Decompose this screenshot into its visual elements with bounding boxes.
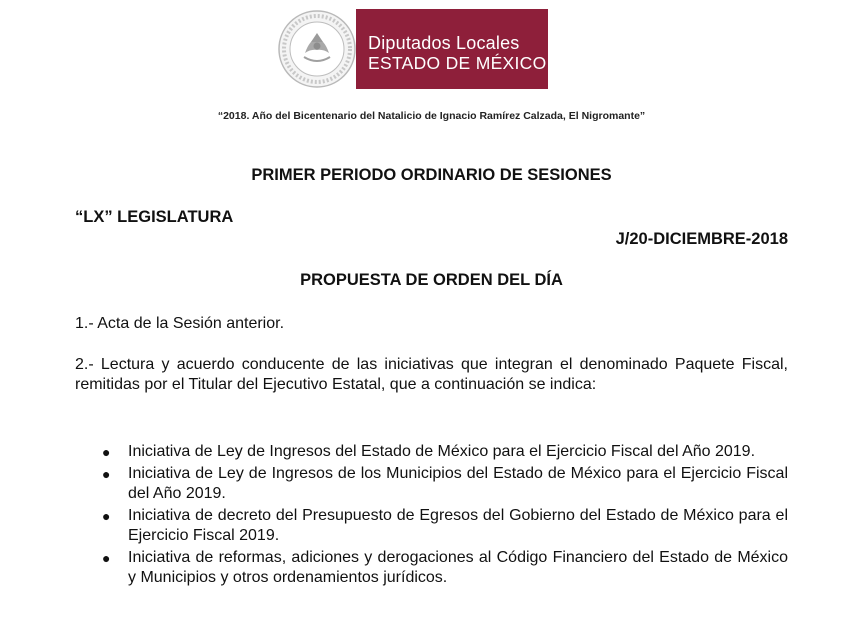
list-item-text: Iniciativa de Ley de Ingresos de los Municipios del Estado de México para el Ejercicio Fiscal del Año 2019.: [128, 465, 788, 502]
agenda-title: PROPUESTA DE ORDEN DEL DÍA: [300, 271, 563, 289]
logo-subtitle: ESTADO DE MÉXICO: [368, 53, 547, 73]
agenda-item-1: 1.- Acta de la Sesión anterior.: [75, 315, 285, 332]
legislature-label: “LX” LEGISLATURA: [75, 208, 234, 226]
session-date: J/20-DICIEMBRE-2018: [615, 230, 788, 248]
bullet-icon: ●: [102, 444, 111, 460]
list-item-text: Iniciativa de Ley de Ingresos del Estado de México para el Ejercicio Fiscal del Año 2019.: [128, 443, 756, 460]
bullet-icon: ●: [102, 466, 111, 482]
header-motto: “2018. Año del Bicentenario del Natalicio de Ignacio Ramírez Calzada, El Nigromante”: [217, 110, 646, 122]
session-period: PRIMER PERIODO ORDINARIO DE SESIONES: [251, 166, 612, 184]
state-seal-icon: [277, 9, 357, 89]
list-item-text: Iniciativa de reformas, adiciones y derogaciones al Código Financiero del Estado de México y Municipios y otros ordenamientos jurídicos.: [128, 549, 788, 586]
header-logo: [277, 9, 548, 89]
agenda-item-2: 2.- Lectura y acuerdo conducente de las iniciativas que integran el denominado Paquete Fiscal, remitidas por el Titular del Ejecutivo Estatal, que a continuación se indica:: [75, 356, 788, 393]
list-item: [0, 464, 863, 504]
list-item: [0, 442, 863, 462]
logo-title: Diputados Locales: [368, 33, 520, 53]
initiatives-list: [0, 442, 863, 590]
list-item-text: Iniciativa de decreto del Presupuesto de Egresos del Gobierno del Estado de México para el Ejercicio Fiscal 2019.: [128, 507, 788, 544]
list-item: [0, 548, 863, 588]
bullet-icon: ●: [102, 550, 111, 566]
logo-banner: [356, 9, 548, 89]
list-item: [0, 506, 863, 546]
bullet-icon: ●: [102, 508, 111, 524]
